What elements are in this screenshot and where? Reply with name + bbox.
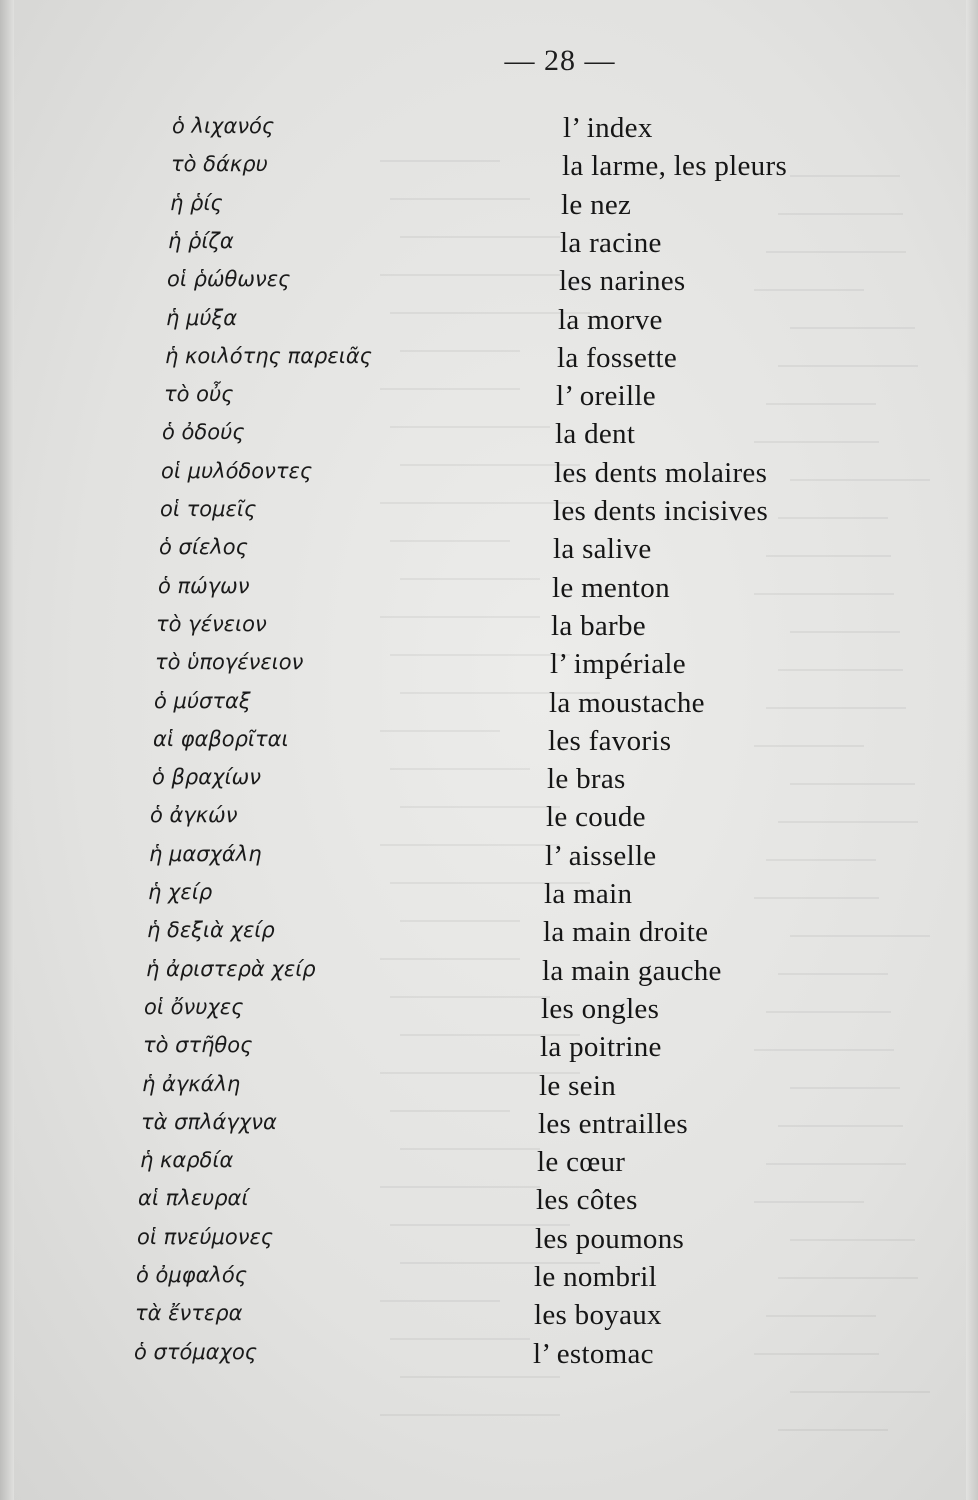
greek-term: ὁ λιχανός xyxy=(172,114,275,138)
greek-term: ὁ στόμαχος xyxy=(134,1339,258,1364)
greek-term: τὸ ὑπογένειον xyxy=(155,650,304,675)
french-translation: l’ estomac xyxy=(533,1337,654,1370)
greek-term: οἱ μυλόδοντες xyxy=(161,458,313,483)
french-translation: le bras xyxy=(547,763,626,796)
french-translation: la barbe xyxy=(551,609,646,642)
greek-term: τὸ στῆθος xyxy=(143,1033,253,1058)
greek-term: τὰ ἔντερα xyxy=(135,1301,243,1326)
greek-term: τὸ γένειον xyxy=(156,611,267,636)
vocab-entry xyxy=(0,380,978,418)
french-translation: l’ impériale xyxy=(550,648,686,681)
french-translation: la dent xyxy=(555,418,636,451)
french-translation: le nombril xyxy=(534,1261,658,1293)
french-translation: la moustache xyxy=(549,686,705,719)
vocab-entry xyxy=(0,648,978,686)
french-translation: les côtes xyxy=(536,1184,638,1217)
vocab-entry xyxy=(0,227,978,265)
french-translation: les entrailles xyxy=(538,1107,688,1140)
bleed-through-line xyxy=(380,1414,560,1416)
vocab-entry xyxy=(0,993,978,1031)
greek-term: ὁ ἀγκών xyxy=(150,803,238,828)
vocab-entry xyxy=(0,1223,978,1261)
vocab-entry xyxy=(0,572,978,610)
greek-term: ὁ σίελος xyxy=(159,535,248,560)
vocab-entry xyxy=(0,763,978,801)
greek-term: ἡ ἀριστερὰ χείρ xyxy=(146,956,316,981)
bleed-through-line xyxy=(778,1429,888,1431)
greek-term: οἱ πνεύμονες xyxy=(137,1224,274,1249)
greek-term: ἡ ῥίζα xyxy=(168,228,234,253)
vocab-entry xyxy=(0,916,978,954)
vocab-entry xyxy=(0,1070,978,1108)
french-translation: la main xyxy=(544,878,633,910)
french-translation: les ongles xyxy=(541,992,660,1025)
french-translation: les boyaux xyxy=(534,1299,662,1332)
french-translation: le coude xyxy=(546,801,646,834)
vocab-entry xyxy=(0,610,978,648)
greek-term: ἡ μασχάλη xyxy=(149,841,262,866)
vocab-entry xyxy=(0,801,978,839)
greek-term: ὁ μύσταξ xyxy=(154,688,251,713)
french-translation: le nez xyxy=(561,188,632,221)
greek-term: οἱ τομεῖς xyxy=(160,497,257,521)
french-translation: les favoris xyxy=(548,724,672,757)
vocab-entry xyxy=(0,955,978,993)
vocab-entry xyxy=(0,150,978,188)
vocab-entry xyxy=(0,687,978,725)
greek-term: ἡ ἀγκάλη xyxy=(142,1071,241,1096)
french-translation: l’ aisselle xyxy=(545,839,657,872)
french-translation: la salive xyxy=(553,533,652,566)
vocab-entry xyxy=(0,189,978,227)
vocab-entry xyxy=(0,533,978,571)
french-translation: la main gauche xyxy=(542,954,722,987)
page-number: — 28 — xyxy=(504,44,616,77)
french-translation: le menton xyxy=(552,571,670,604)
vocab-entry xyxy=(0,725,978,763)
vocab-entry xyxy=(0,418,978,456)
greek-term: ὁ πώγων xyxy=(158,573,250,598)
vocab-entry xyxy=(0,1184,978,1222)
vocab-entry xyxy=(0,304,978,342)
vocab-entry xyxy=(0,1338,978,1376)
greek-term: ἡ χείρ xyxy=(148,880,213,904)
vocab-entry xyxy=(0,112,978,150)
french-translation: l’ index xyxy=(563,112,653,144)
french-translation: les poumons xyxy=(535,1222,685,1255)
french-translation: les narines xyxy=(559,265,686,298)
greek-term: ἡ καρδία xyxy=(140,1148,234,1173)
greek-term: ἡ δεξιὰ χείρ xyxy=(147,918,275,943)
greek-term: τὰ σπλάγχνα xyxy=(141,1109,277,1134)
greek-term: αἱ πλευραί xyxy=(138,1186,249,1211)
bleed-through-line xyxy=(790,1391,930,1393)
french-translation: le cœur xyxy=(537,1146,626,1179)
vocab-entry xyxy=(0,457,978,495)
bleed-through-line xyxy=(400,1376,560,1378)
vocab-entry xyxy=(0,1299,978,1337)
greek-term: ἡ ῥίς xyxy=(170,190,223,215)
vocab-entry xyxy=(0,495,978,533)
french-translation: les dents incisives xyxy=(553,495,769,527)
greek-term: ὁ ὀμφαλός xyxy=(136,1263,248,1287)
greek-term: τὸ οὖς xyxy=(164,382,234,407)
vocab-entry xyxy=(0,1108,978,1146)
greek-term: οἱ ὄνυχες xyxy=(144,994,244,1019)
greek-term: αἱ φαβορῖται xyxy=(153,726,289,751)
greek-term: οἱ ῥώθωνες xyxy=(167,267,291,292)
vocab-entry xyxy=(0,1146,978,1184)
greek-term: ὁ ὀδούς xyxy=(162,420,245,445)
french-translation: la fossette xyxy=(557,341,678,374)
greek-term: ἡ μύξα xyxy=(166,305,238,330)
french-translation: le sein xyxy=(539,1069,616,1102)
greek-term: τὸ δάκρυ xyxy=(171,152,268,177)
french-translation: les dents molaires xyxy=(554,456,768,489)
greek-term: ὁ βραχίων xyxy=(152,765,261,790)
french-translation: la larme, les pleurs xyxy=(562,150,788,183)
vocab-entry xyxy=(0,342,978,380)
french-translation: la main droite xyxy=(543,916,709,949)
french-translation: l’ oreille xyxy=(556,380,656,413)
vocab-entry xyxy=(0,840,978,878)
vocab-entry xyxy=(0,265,978,303)
vocab-entry xyxy=(0,1261,978,1299)
french-translation: la morve xyxy=(558,303,663,336)
greek-term: ἡ κοιλότης παρειᾶς xyxy=(165,343,372,368)
french-translation: la racine xyxy=(560,226,662,259)
vocab-entry xyxy=(0,878,978,916)
vocab-entry xyxy=(0,1031,978,1069)
french-translation: la poitrine xyxy=(540,1031,662,1064)
